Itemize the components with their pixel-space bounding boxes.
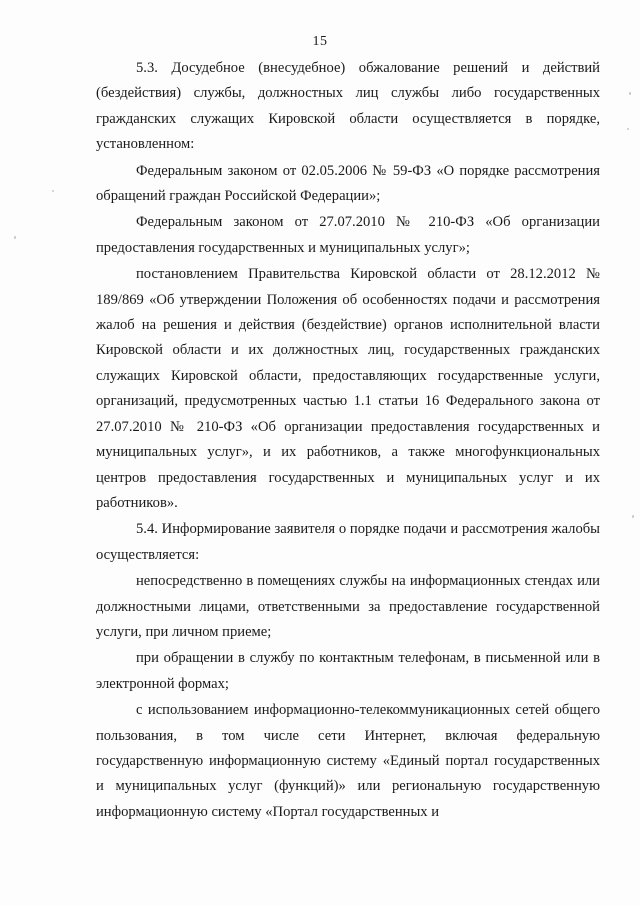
document-body — [96, 56, 600, 825]
scan-speck — [629, 92, 631, 95]
scan-speck — [52, 190, 54, 192]
paragraph-internet: с использованием информационно-телекоммуникационных сетей общего пользования, в том числе сети Интернет, включая федеральную государственную информационную систему «Единый портал государственных и муниципальных услуг (функций)» или региональную государственную информационную систему «Портал государственных и — [96, 702, 600, 820]
scan-speck — [14, 236, 16, 239]
scan-speck — [627, 128, 629, 130]
paragraph-info-stands: непосредственно в помещениях службы на информационных стендах или должностными лицами, ответственными за предоставление государственной услуги, при личном приеме; — [96, 573, 600, 640]
paragraph-law-210-fz: Федеральным законом от 27.07.2010 № 210-ФЗ «Об организации предоставления государственных и муниципальных услуг»; — [96, 214, 600, 256]
paragraph-5-3: 5.3. Досудебное (внесудебное) обжалование решений и действий (бездействия) службы, должностных лиц службы либо государственных гражданских служащих Кировской области осуществляется в порядке, установленном: — [96, 60, 600, 153]
paragraph-law-59-fz: Федеральным законом от 02.05.2006 № 59-ФЗ «О порядке рассмотрения обращений граждан Российской Федерации»; — [96, 162, 600, 205]
scan-speck — [632, 515, 634, 518]
page-number: 15 — [312, 34, 328, 49]
paragraph-contact-phones: при обращении в службу по контактным телефонам, в письменной или в электронной формах; — [96, 650, 600, 692]
paragraph-resolution-189-869: постановлением Правительства Кировской области от 28.12.2012 № 189/869 «Об утверждении Положения об особенностях подачи и рассмотрения жалоб на решения и действия (бездействие) органов исполнительной власти Кировской области и их должностных лиц, государственных гражданских служащих Кировской области, предоставляющих государственные услуги, организаций, предусмотренных частью 1.1 статьи 16 Федерального закона от 27.07.2010 № 210-ФЗ «Об организации предоставления государственных и муниципальных услуг», и их работников, а также многофункциональных центров предоставления государственных и муниципальных услуг и их работников». — [96, 266, 600, 511]
paragraph-5-4: 5.4. Информирование заявителя о порядке подачи и рассмотрения жалобы осуществляется: — [96, 521, 600, 563]
